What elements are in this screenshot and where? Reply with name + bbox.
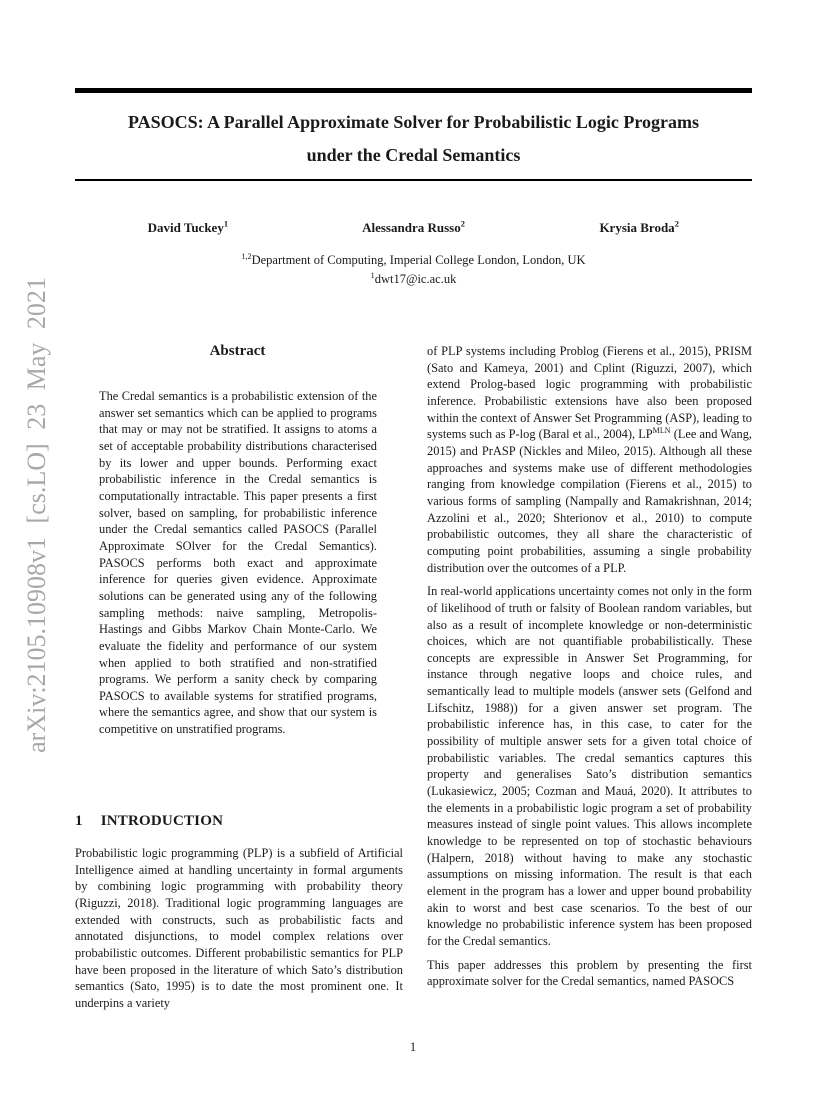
affiliation-text: Department of Computing, Imperial College London, London, UK <box>251 253 586 267</box>
paper-title-line2: under the Credal Semantics <box>306 145 521 165</box>
right-column-paragraph-2: In real-world applications uncertainty comes not only in the form of likelihood of truth or falsity of Boolean random variables, but also as a result of incomplete knowledge or non-deterministic choices, which are not quantifiable probabilistically. These concepts are expressible in Answer Set Programming, for instance through negative loops and choice rules, and semantically lead to multiple models (answer sets (Gelfond and Lifschitz, 1988)) for a given answer set program. The probabilistic inference has, in this case, to cater for the possibility of multiple answer sets for a given total choice of probabilistic variables. The credal semantics captures this property and generalises Sato’s distribution semantics (Lukasiewicz, 2005; Cozman and Mauá, 2020). It attributes to the elements in a probabilistic logic program a set of probability measures instead of single point values. This allows incomplete knowledge to be represented on top of stochastic behaviours (Halpern, 2018) without having to make any stochastic assumptions on missing information. The result is that each element in the program has a lower and upper bound probability akin to worst and best case scenarios. To the best of our knowledge no probabilistic inference system has been proposed for the Credal semantics. <box>427 584 752 948</box>
title-rule <box>75 179 752 181</box>
affiliation <box>75 253 752 268</box>
author-1-affmark: 1 <box>223 218 229 229</box>
introduction-text: Probabilistic logic programming (PLP) is a subfield of Artificial Intelligence aimed at handling uncertainty in formal arguments by combining logic programming with probability theory (Riguzzi, 2018). Traditional logic programming languages are extended with constructs, such as probabilistic facts and annotated disjunctions, to model complex relations over probabilistic outcomes. Different probabilistic semantics for PLP have been proposed in the literature of which Sato’s distribution semantics (Sato, 1995) is to date the most prominent one. It underpins a variety <box>75 846 403 1010</box>
author-2 <box>301 220 527 236</box>
author-3-name: Krysia Broda <box>599 220 675 235</box>
author-1 <box>75 220 301 236</box>
arxiv-watermark: arXiv:2105.10908v1 [cs.LO] 23 May 2021 <box>22 277 51 753</box>
paper-title-line1: PASOCS: A Parallel Approximate Solver for Probabilistic Logic Programs <box>128 112 699 132</box>
p1-pre: of PLP systems including Problog (Fierens et al., 2015), PRISM (Sato and Kameya, 2001) and Cplint (Riguzzi, 2007), which extend Prolog-based logic programming with probabilistic inference. Probabilistic extensions have also been proposed within the context of Answer Set Programming (ASP), leading to systems such as P-log (Baral et al., 2004), LP <box>427 344 752 442</box>
author-2-affmark: 2 <box>460 218 465 229</box>
authors-row <box>75 220 752 236</box>
right-column <box>427 343 752 997</box>
top-rule <box>75 88 752 93</box>
author-3 <box>526 220 752 236</box>
page-number: 1 <box>409 1040 417 1054</box>
email-affmark: 1 <box>370 270 375 280</box>
author-1-name: David Tuckey <box>147 220 224 235</box>
right-column-paragraph-1 <box>427 343 752 576</box>
p1-post: (Lee and Wang, 2015) and PrASP (Nickles and Mileo, 2015). Although all these approaches and systems make use of different methodologies ranging from knowledge compilation (Fierens et al., 2015) to various forms of sampling (Nampally and Ramakrishnan, 2014; Azzolini et al., 2020; Shterionov et al., 2010) to compute probabilistic outcomes, they all share the characteristic of computing point probabilities, assuming a single probability distribution over the outcomes of a PLP. <box>427 427 752 575</box>
email-text: dwt17@ic.ac.uk <box>374 272 457 286</box>
right-column-paragraph-3: This paper addresses this problem by presenting the first approximate solver for the Credal semantics, named PASOCS <box>427 957 752 989</box>
contact-email <box>75 272 752 287</box>
section-title: INTRODUCTION <box>100 813 224 829</box>
author-2-name: Alessandra Russo <box>362 220 461 235</box>
affiliation-affmark: 1,2 <box>241 251 252 261</box>
lpmln-superscript: MLN <box>652 426 671 436</box>
author-3-affmark: 2 <box>674 218 679 229</box>
paper-title <box>75 106 752 172</box>
introduction-heading <box>75 813 403 830</box>
section-number: 1 <box>75 813 83 829</box>
abstract-heading: Abstract <box>209 343 266 359</box>
abstract-text: The Credal semantics is a probabilistic extension of the answer set semantics which can be applied to programs that may or may not be stratified. It assigns to atoms a set of acceptable probability distributions characterised by its lower and upper bounds. Performing exact probabilistic inference in the Credal semantics is computationally intractable. This paper presents a first solver, based on sampling, for probabilistic inference under the Credal semantics called PASOCS (Parallel Approximate SOlver for the Credal Semantics). PASOCS performs both exact and approximate inference for queries given evidence. Approximate solutions can be generated using any of the following sampling methods: naive sampling, Metropolis-Hastings and Gibbs Markov Chain Monte-Carlo. We evaluate the fidelity and performance of our system when applied to both stratified and non-stratified programs. We perform a sanity check by comparing PASOCS to available systems for stratified programs, where the semantics agree, and show that our system is competitive on unstratified programs. <box>99 389 377 737</box>
